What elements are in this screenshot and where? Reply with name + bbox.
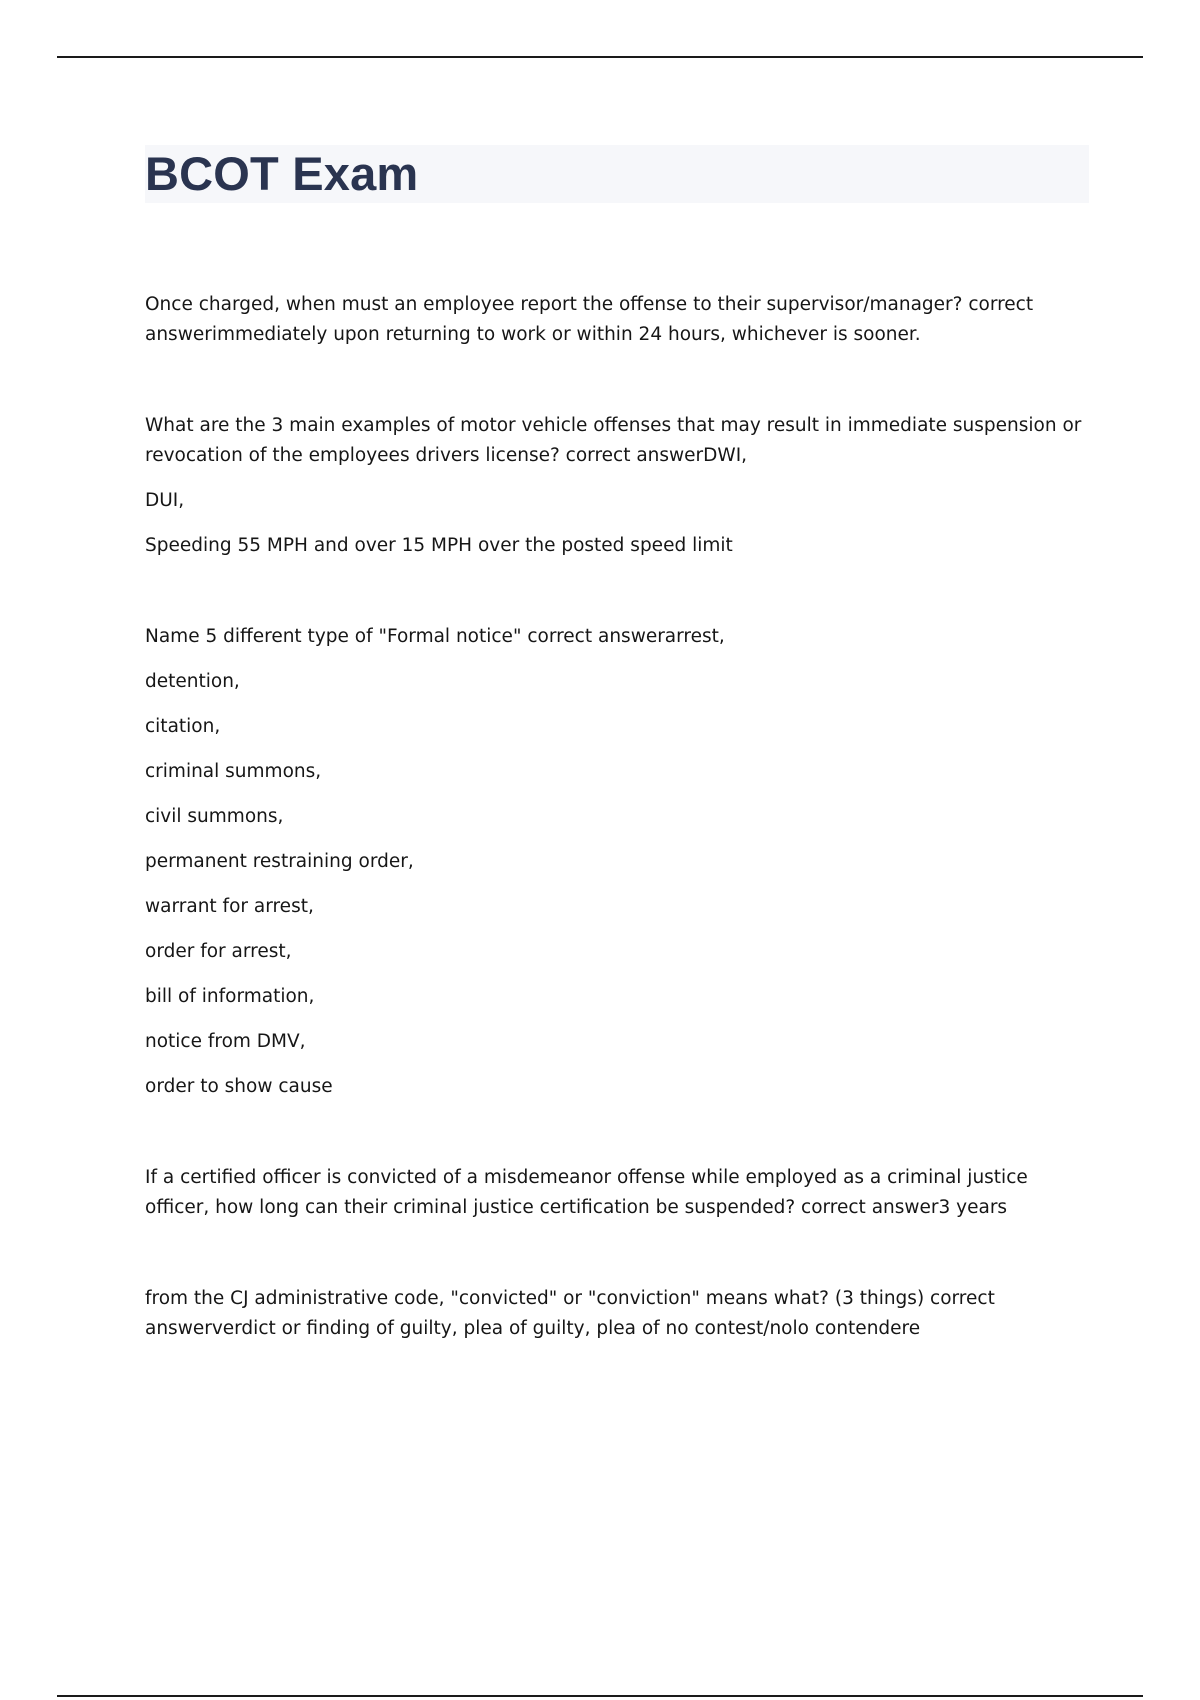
qa-block [145, 1284, 1090, 1344]
qa-line: permanent restraining order, [145, 851, 414, 872]
qa-block [145, 622, 1090, 1102]
top-rule [57, 56, 1143, 58]
qa-line: warrant for arrest, [145, 896, 314, 917]
qa-line: DUI, [145, 490, 185, 511]
qa-line: bill of information, [145, 986, 315, 1007]
qa-line: from the CJ administrative code, "convicted" or "conviction" means what? (3 things) correct answerverdict or finding of guilty, plea of guilty, plea of no contest/nolo contendere [145, 1288, 995, 1339]
qa-line: If a certified officer is convicted of a misdemeanor offense while employed as a criminal justice officer, how long can their criminal justice certification be suspended? correct answer3 years [145, 1167, 1028, 1218]
qa-line: Once charged, when must an employee report the offense to their supervisor/manager? correct answerimmediately upon returning to work or within 24 hours, whichever is sooner. [145, 294, 1034, 345]
qa-block [145, 411, 1090, 561]
qa-block [145, 290, 1090, 350]
qa-content [145, 290, 1090, 1405]
bottom-rule [57, 1695, 1143, 1697]
qa-line: criminal summons, [145, 761, 322, 782]
qa-line: detention, [145, 671, 240, 692]
qa-line: order to show cause [145, 1076, 333, 1097]
qa-line: What are the 3 main examples of motor vehicle offenses that may result in immediate suspension or revocation of the employees drivers license? correct answerDWI, [145, 415, 1082, 466]
qa-line: citation, [145, 716, 221, 737]
document-title: BCOT Exam [145, 147, 419, 200]
qa-line: notice from DMV, [145, 1031, 306, 1052]
qa-block [145, 1163, 1090, 1223]
qa-line: order for arrest, [145, 941, 292, 962]
qa-line: Name 5 different type of "Formal notice" correct answerarrest, [145, 626, 725, 647]
qa-line: civil summons, [145, 806, 284, 827]
qa-line: Speeding 55 MPH and over 15 MPH over the posted speed limit [145, 535, 733, 556]
